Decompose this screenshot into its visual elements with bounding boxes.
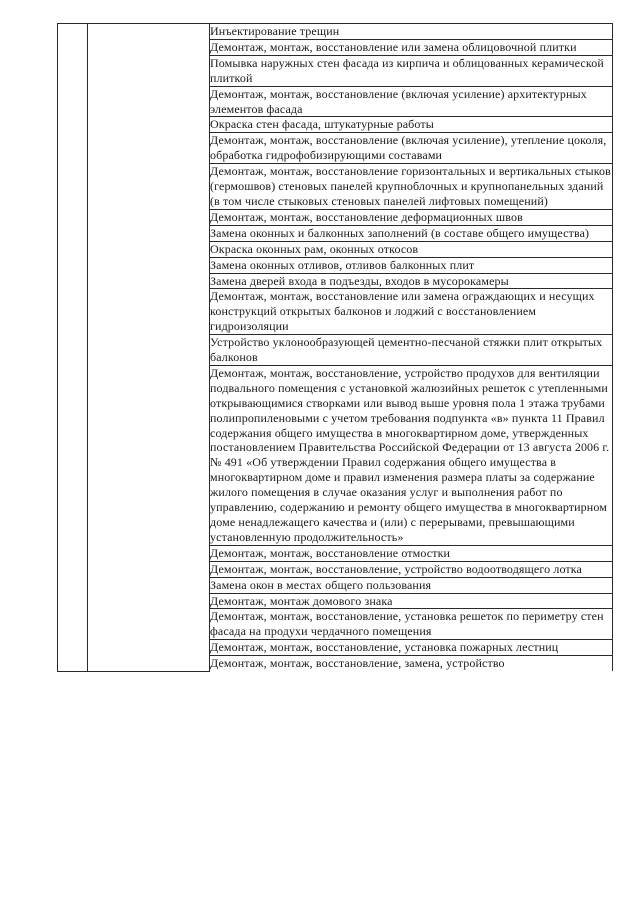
works-table-body bbox=[58, 24, 613, 672]
work-type-cell: Инъектирование трещин bbox=[210, 24, 613, 40]
work-type-cell: Демонтаж, монтаж, восстановление, установка решеток по периметру стен фасада на продухи чердачного помещения bbox=[210, 609, 613, 640]
work-type-cell: Демонтаж, монтаж, восстановление, устройство водоотводящего лотка bbox=[210, 561, 613, 577]
work-type-cell: Демонтаж, монтаж, восстановление или замена ограждающих и несущих конструкций открытых балконов и лоджий с восстановлением гидроизоляции bbox=[210, 289, 613, 335]
work-type-cell: Демонтаж, монтаж, восстановление, устройство продухов для вентиляции подвального помещения с установкой жалюзийных решеток с утепленными открывающимися створками или вывод выше уровня пола 1 этажа трубами полипропиленовыми с учетом требования подпункта «в» пункта 11 Правил содержания общего имущества в многоквартирном доме, утвержденных постановлением Правительства Российской Федерации от 13 августа 2006 г. № 491 «Об утверждении Правил содержания общего имущества в многоквартирном доме и правил изменения размера платы за содержание жилого помещения в случае оказания услуг и выполнения работ по управлению, содержанию и ремонту общего имущества в многоквартирном доме ненадлежащего качества и (или) с перерывами, превышающими установленную продолжительность» bbox=[210, 365, 613, 545]
work-type-cell: Замена оконных и балконных заполнений (в составе общего имущества) bbox=[210, 225, 613, 241]
table-row bbox=[58, 24, 613, 40]
work-type-cell: Демонтаж, монтаж, восстановление деформационных швов bbox=[210, 209, 613, 225]
work-type-cell: Замена окон в местах общего пользования bbox=[210, 577, 613, 593]
work-type-cell: Демонтаж, монтаж, восстановление (включая усиление), утепление цоколя, обработка гидрофобизирующими составами bbox=[210, 133, 613, 164]
number-column-cell bbox=[58, 24, 88, 672]
work-type-cell: Окраска оконных рам, оконных откосов bbox=[210, 241, 613, 257]
element-column-cell bbox=[88, 24, 210, 672]
work-type-cell: Устройство уклонообразующей цементно-песчаной стяжки плит открытых балконов bbox=[210, 335, 613, 366]
work-type-cell: Демонтаж, монтаж, восстановление (включая усиление) архитектурных элементов фасада bbox=[210, 86, 613, 117]
work-type-cell: Замена дверей входа в подъезды, входов в мусорокамеры bbox=[210, 273, 613, 289]
work-type-cell: Демонтаж, монтаж домового знака bbox=[210, 593, 613, 609]
works-table bbox=[57, 23, 613, 672]
work-type-cell: Помывка наружных стен фасада из кирпича и облицованных керамической плиткой bbox=[210, 55, 613, 86]
work-type-cell: Демонтаж, монтаж, восстановление, замена, устройство bbox=[210, 656, 613, 671]
work-type-cell: Демонтаж, монтаж, восстановление горизонтальных и вертикальных стыков (гермошвов) стеновых панелей крупноблочных и крупнопанельных зданий (в том числе стыковых стеновых панелей лифтовых помещений) bbox=[210, 164, 611, 208]
work-type-cell: Демонтаж, монтаж, восстановление, установка пожарных лестниц bbox=[210, 640, 613, 656]
work-type-cell: Демонтаж, монтаж, восстановление или замена облицовочной плитки bbox=[210, 39, 613, 55]
work-type-cell: Окраска стен фасада, штукатурные работы bbox=[210, 117, 613, 133]
work-type-cell: Замена оконных отливов, отливов балконных плит bbox=[210, 257, 613, 273]
work-type-cell: Демонтаж, монтаж, восстановление отмостки bbox=[210, 545, 613, 561]
